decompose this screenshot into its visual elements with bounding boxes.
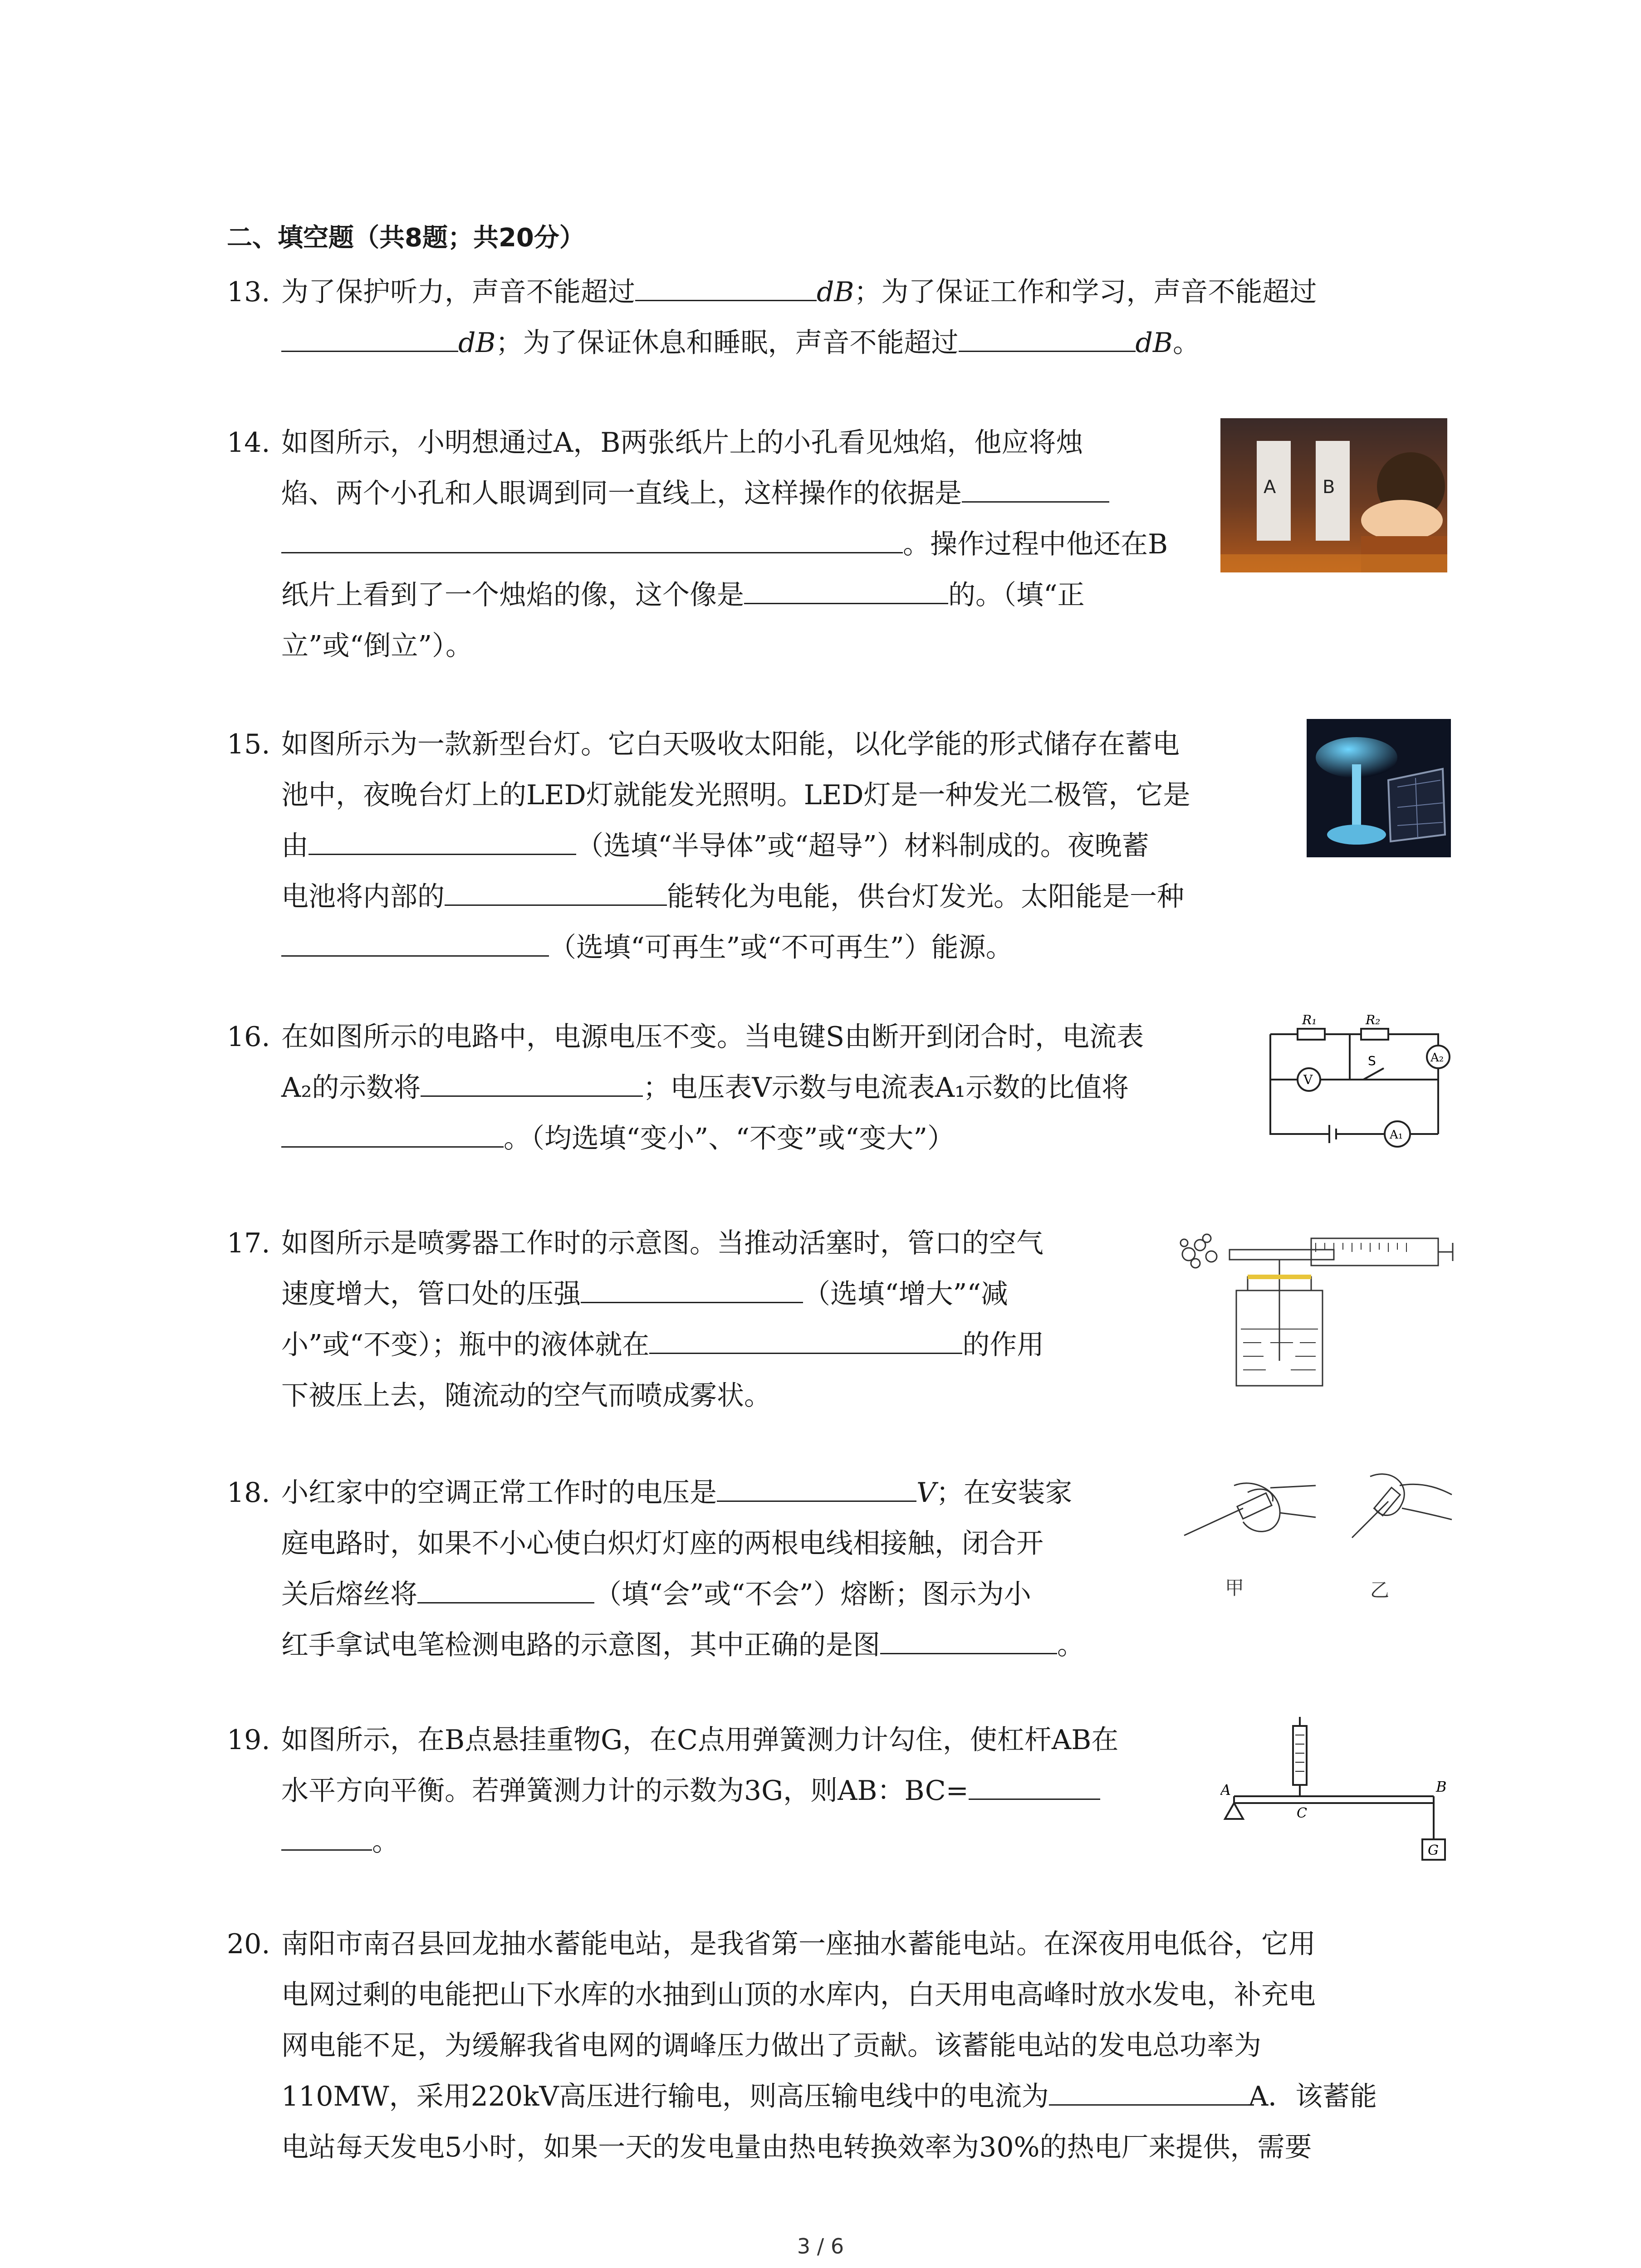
question-text: 池中，夜晚台灯上的LED灯就能发光照明。LED灯是一种发光二极管，它是 <box>281 779 1190 811</box>
page-number: 3 / 6 <box>797 2234 844 2258</box>
answer-blank[interactable] <box>281 1821 372 1851</box>
answer-blank[interactable] <box>445 876 667 906</box>
question-text: 在如图所示的电路中，电源电压不变。当电键S由断开到闭合时，电流表 <box>281 1021 1144 1053</box>
label-a: A <box>1220 1781 1231 1799</box>
answer-blank[interactable] <box>281 1118 504 1148</box>
question-text: 如图所示，在B点悬挂重物G，在C点用弹簧测力计勾住，使杠杆AB在 <box>281 1724 1119 1756</box>
question-text: 速度增大，管口处的压强 <box>281 1278 581 1310</box>
label-ammeter-a1: A₁ <box>1390 1128 1403 1142</box>
question-text: 电池将内部的 <box>281 881 445 913</box>
question-text: 南阳市南召县回龙抽水蓄能电站，是我省第一座抽水蓄能电站。在深夜用电低谷，它用 <box>281 1928 1316 1960</box>
answer-blank[interactable] <box>635 272 817 301</box>
question-number: 20. <box>227 1928 270 1960</box>
question-text: （选填“增大”“减 <box>803 1278 1009 1310</box>
question-text: 的。（填“正 <box>948 579 1085 611</box>
answer-blank[interactable] <box>959 323 1136 352</box>
question-text: 小”或“不变）；瓶中的液体就在 <box>281 1329 650 1361</box>
answer-blank[interactable] <box>962 473 1109 503</box>
question-text: 。 <box>372 1826 399 1857</box>
solar-lamp-photo <box>1307 719 1451 857</box>
question-text: 。（均选填“变小”、“不变”或“变大”） <box>504 1123 955 1154</box>
question-number: 18. <box>227 1477 270 1509</box>
answer-blank[interactable] <box>421 1067 643 1097</box>
answer-blank[interactable] <box>417 1574 594 1603</box>
label-switch: S <box>1368 1053 1376 1068</box>
question-text: A．该蓄能 <box>1248 2081 1377 2112</box>
unit-text: dB <box>458 327 496 359</box>
lever-diagram <box>1220 1717 1456 1867</box>
answer-blank[interactable] <box>649 1325 962 1354</box>
question-text: ；为了保证工作和学习，声音不能超过 <box>854 276 1317 308</box>
unit-text: dB <box>817 276 854 308</box>
question-text: 如图所示为一款新型台灯。它白天吸收太阳能，以化学能的形式储存在蓄电 <box>281 728 1180 760</box>
question-text: （填“会”或“不会”）熔断；图示为小 <box>594 1579 1031 1610</box>
sprayer-diagram <box>1175 1211 1456 1393</box>
answer-blank[interactable] <box>281 524 903 553</box>
question-text: 能转化为电能，供台灯发光。太阳能是一种 <box>667 881 1184 913</box>
label-g: G <box>1428 1843 1439 1858</box>
answer-blank[interactable] <box>880 1625 1057 1654</box>
question-text: ；电压表V示数与电流表A₁示数的比值将 <box>643 1072 1129 1104</box>
question-text: 水平方向平衡。若弹簧测力计的示数为3G，则AB：BC= <box>281 1775 969 1807</box>
label-ammeter-a2: A₂ <box>1430 1051 1444 1065</box>
question-number: 19. <box>227 1724 270 1756</box>
question-text: ；在安装家 <box>936 1477 1073 1509</box>
question-text: 纸片上看到了一个烛焰的像，这个像是 <box>281 579 744 611</box>
question-text: 的作用 <box>962 1329 1044 1361</box>
question-text: 焰、两个小孔和人眼调到同一直线上，这样操作的依据是 <box>281 478 962 509</box>
answer-blank[interactable] <box>744 575 948 604</box>
question-text: 110MW，采用220kV高压进行输电，则高压输电线中的电流为 <box>281 2081 1049 2112</box>
answer-blank[interactable] <box>281 927 549 957</box>
label-b: B <box>1323 477 1335 498</box>
label-a: A <box>1264 477 1276 498</box>
candle-pinhole-photo <box>1220 418 1447 572</box>
answer-blank[interactable] <box>1049 2076 1249 2106</box>
question-text: 为了保护听力，声音不能超过 <box>281 276 635 308</box>
label-voltmeter: V <box>1303 1072 1313 1087</box>
question-number: 15. <box>227 728 270 760</box>
question-text: 小红家中的空调正常工作时的电压是 <box>281 1477 717 1509</box>
question-text: 由 <box>281 830 309 862</box>
question-text: 。操作过程中他还在B <box>903 528 1168 560</box>
answer-blank[interactable] <box>969 1770 1100 1800</box>
question-text: 电网过剩的电能把山下水库的水抽到山顶的水库内，白天用电高峰时放水发电，补充电 <box>281 1979 1316 2011</box>
question-text: 如图所示，小明想通过A，B两张纸片上的小孔看见烛焰，他应将烛 <box>281 427 1083 459</box>
answer-blank[interactable] <box>581 1274 803 1303</box>
question-text: 。 <box>1173 327 1200 359</box>
question-text: ；为了保证休息和睡眠，声音不能超过 <box>495 327 959 359</box>
question-text: 电站每天发电5小时，如果一天的发电量由热电转换效率为30%的热电厂来提供，需要 <box>281 2131 1312 2163</box>
question-text: 如图所示是喷雾器工作时的示意图。当推动活塞时，管口的空气 <box>281 1227 1043 1259</box>
question-text: 立”或“倒立”）。 <box>281 630 473 662</box>
question-text: （选填“半导体”或“超导”）材料制成的。夜晚蓄 <box>576 830 1149 862</box>
question-number: 17. <box>227 1227 270 1259</box>
test-pen-diagram <box>1175 1467 1456 1617</box>
question-text: 红手拿试电笔检测电路的示意图，其中正确的是图 <box>281 1629 880 1661</box>
question-text: 网电能不足，为缓解我省电网的调峰压力做出了贡献。该蓄能电站的发电总功率为 <box>281 2030 1261 2062</box>
circuit-diagram <box>1261 1012 1452 1148</box>
label-r2: R₂ <box>1366 1012 1381 1027</box>
section-title: 二、填空题（共8题；共20分） <box>227 223 585 253</box>
label-b: B <box>1436 1778 1447 1795</box>
unit-text: dB <box>1135 327 1173 359</box>
question-number: 16. <box>227 1021 270 1053</box>
answer-blank[interactable] <box>309 826 576 855</box>
question-number: 13. <box>227 276 270 308</box>
question-text: A₂的示数将 <box>281 1072 421 1104</box>
label-r1: R₁ <box>1302 1012 1317 1027</box>
question-text: 下被压上去，随流动的空气而喷成雾状。 <box>281 1380 771 1412</box>
question-text: 关后熔丝将 <box>281 1579 417 1610</box>
answer-blank[interactable] <box>281 323 458 352</box>
question-number: 14. <box>227 427 270 459</box>
question-text: （选填“可再生”或“不可再生”）能源。 <box>549 932 1013 963</box>
question-text: 庭电路时，如果不小心使白炽灯灯座的两根电线相接触，闭合开 <box>281 1528 1043 1559</box>
question-text: 。 <box>1057 1629 1084 1661</box>
unit-text: V <box>916 1477 936 1509</box>
label-yi: 乙 <box>1370 1579 1390 1601</box>
label-c: C <box>1297 1805 1307 1821</box>
label-jia: 甲 <box>1225 1577 1244 1599</box>
answer-blank[interactable] <box>717 1472 916 1502</box>
